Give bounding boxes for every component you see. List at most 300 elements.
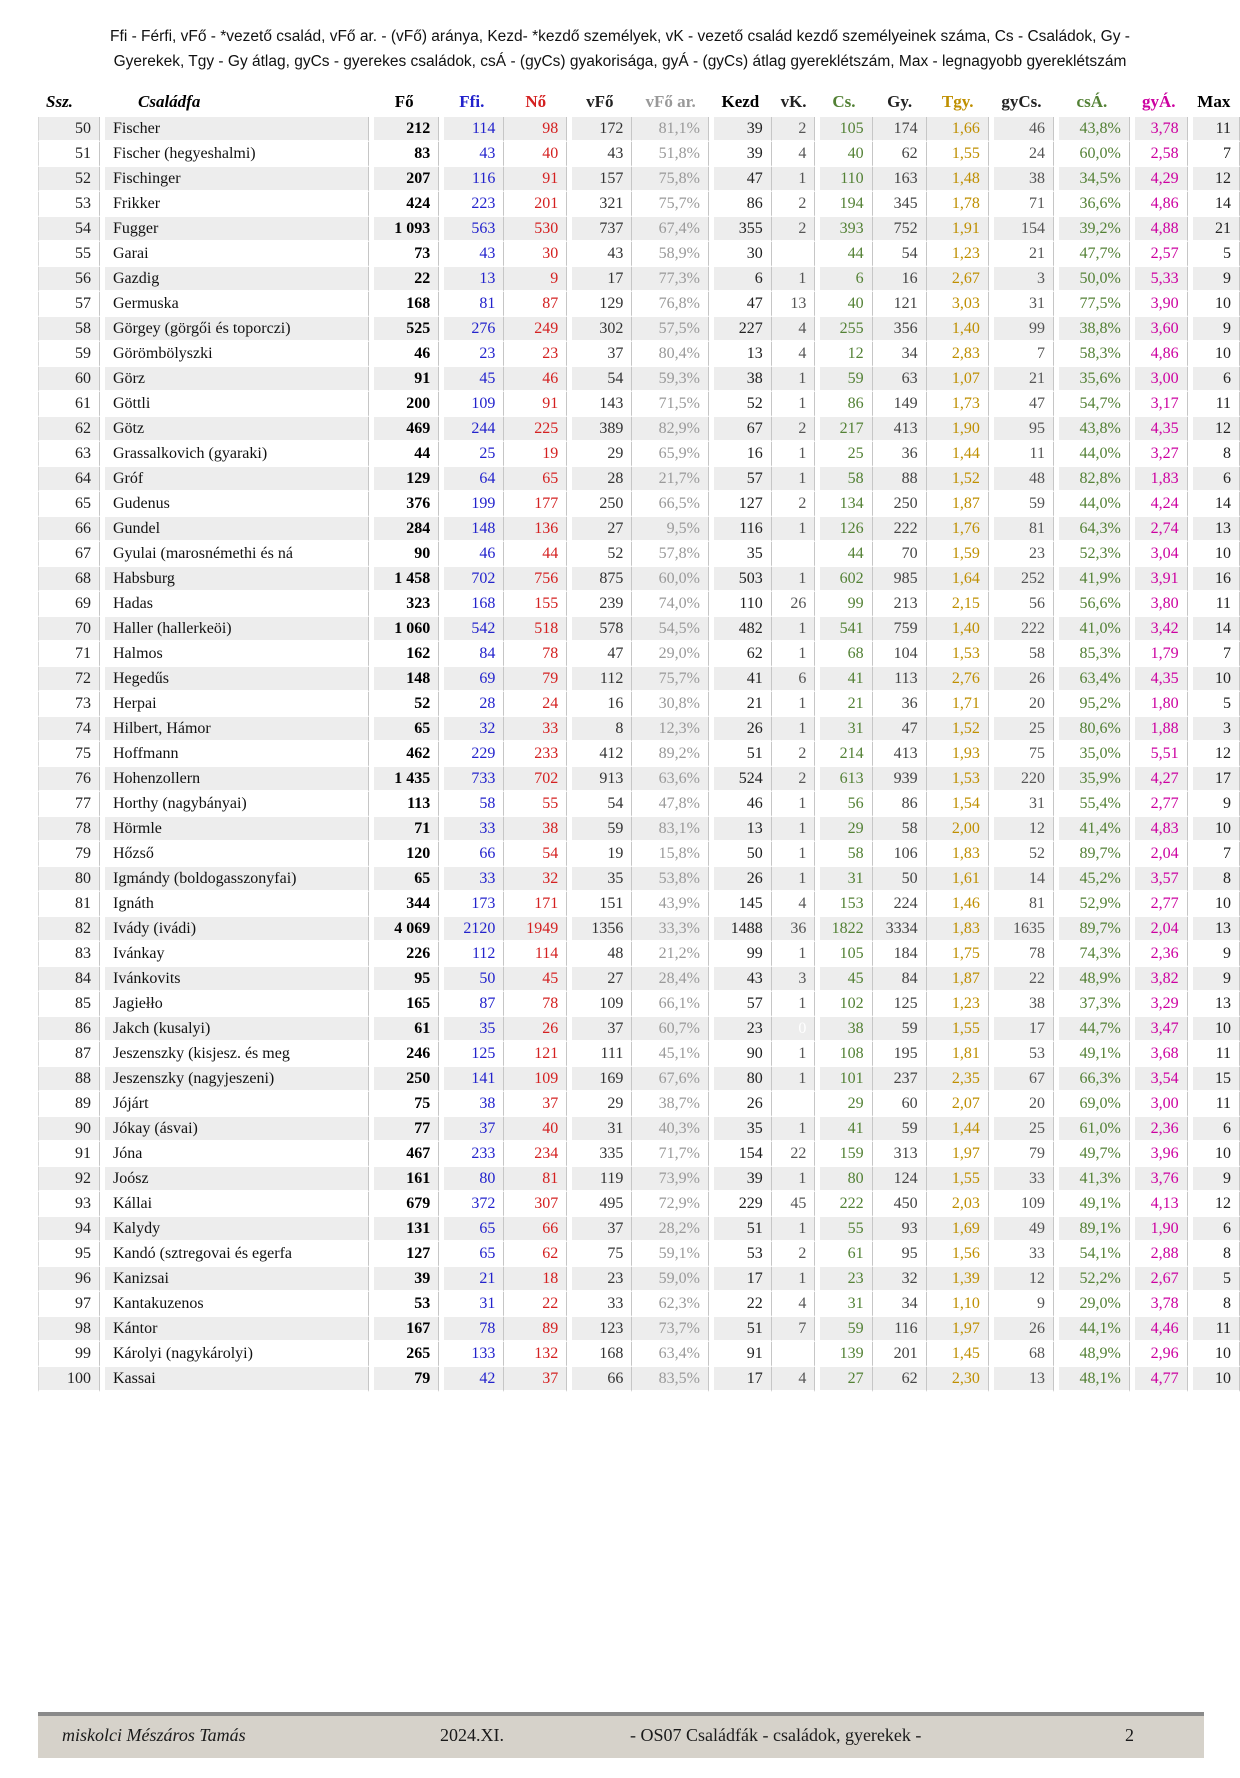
cell-gycs: 26 [989,1317,1054,1342]
cell-ssz: 71 [38,642,100,667]
cell-no: 249 [504,317,567,342]
cell-kezd: 16 [709,442,772,467]
cell-cs: 613 [815,767,872,792]
table-row [38,492,1240,517]
cell-vk: 6 [772,667,816,692]
table-row [38,392,1240,417]
cell-gy: 106 [873,842,927,867]
cell-ssz: 51 [38,142,100,167]
table-row [38,667,1240,692]
cell-vk: 4 [772,1292,816,1317]
table-row [38,717,1240,742]
cell-no: 109 [504,1067,567,1092]
cell-csaladfa: Fischer [100,117,369,142]
cell-gycs: 46 [989,117,1054,142]
cell-no: 18 [504,1267,567,1292]
cell-tgy: 1,66 [927,117,989,142]
table-row [38,967,1240,992]
cell-gya: 2,58 [1130,142,1188,167]
cell-kezd: 86 [709,192,772,217]
cell-ffi: 25 [439,442,504,467]
cell-fo: 61 [369,1017,439,1042]
cell-gy: 47 [873,717,927,742]
cell-ssz: 90 [38,1117,100,1142]
cell-gy: 201 [873,1342,927,1367]
cell-ssz: 55 [38,242,100,267]
cell-fo: 65 [369,717,439,742]
cell-vfoar: 75,7% [632,192,709,217]
cell-vk: 4 [772,142,816,167]
cell-no: 91 [504,167,567,192]
cell-ffi: 81 [439,292,504,317]
cell-gycs: 1635 [989,917,1054,942]
table-row [38,167,1240,192]
cell-vfoar: 80,4% [632,342,709,367]
cell-no: 46 [504,367,567,392]
cell-gycs: 20 [989,1092,1054,1117]
cell-csaladfa: Görz [100,367,369,392]
cell-vfo: 389 [567,417,632,442]
cell-fo: 207 [369,167,439,192]
cell-cs: 59 [815,367,872,392]
cell-vk: 4 [772,892,816,917]
cell-ffi: 114 [439,117,504,142]
cell-ffi: 563 [439,217,504,242]
cell-vk: 1 [772,567,816,592]
legend-note-line1: Ffi - Férfi, vFő - *vezető család, vFő ar. - (vFő) aránya, Kezd- *kezdő személyek, vK - vezető család kezdő személyeinek száma, Cs - Családok, Gy - [110,28,1130,45]
cell-ffi: 28 [439,692,504,717]
cell-kezd: 6 [709,267,772,292]
cell-tgy: 1,59 [927,542,989,567]
cell-csa: 48,1% [1054,1367,1130,1392]
cell-tgy: 1,40 [927,617,989,642]
cell-kezd: 91 [709,1342,772,1367]
cell-no: 78 [504,992,567,1017]
table-row [38,692,1240,717]
cell-kezd: 227 [709,317,772,342]
cell-gycs: 38 [989,992,1054,1017]
cell-ssz: 74 [38,717,100,742]
cell-ffi: 23 [439,342,504,367]
table-row [38,517,1240,542]
cell-csa: 48,9% [1054,967,1130,992]
table-row [38,1167,1240,1192]
cell-csaladfa: Göttli [100,392,369,417]
cell-vk: 1 [772,442,816,467]
cell-gy: 113 [873,667,927,692]
cell-kezd: 51 [709,1217,772,1242]
cell-vfoar: 75,8% [632,167,709,192]
cell-vk: 22 [772,1142,816,1167]
cell-gy: 149 [873,392,927,417]
cell-vfoar: 66,5% [632,492,709,517]
cell-vfoar: 40,3% [632,1117,709,1142]
cell-no: 30 [504,242,567,267]
cell-gya: 3,91 [1130,567,1188,592]
cell-tgy: 1,23 [927,992,989,1017]
table-row [38,867,1240,892]
cell-gya: 2,77 [1130,892,1188,917]
cell-vk: 26 [772,592,816,617]
cell-ssz: 76 [38,767,100,792]
cell-vk: 1 [772,1117,816,1142]
column-header-gy: Gy. [887,92,913,111]
cell-vfoar: 77,3% [632,267,709,292]
cell-gycs: 22 [989,967,1054,992]
cell-ffi: 33 [439,867,504,892]
column-header-ffi: Ffi. [459,92,485,111]
cell-gya: 2,77 [1130,792,1188,817]
cell-vk: 1 [772,792,816,817]
cell-cs: 222 [815,1192,872,1217]
cell-no: 78 [504,642,567,667]
cell-ssz: 100 [38,1367,100,1392]
cell-tgy: 1,97 [927,1142,989,1167]
cell-max: 10 [1188,292,1240,317]
cell-gycs: 21 [989,367,1054,392]
cell-vfo: 412 [567,742,632,767]
cell-vk: 1 [772,1217,816,1242]
cell-gy: 759 [873,617,927,642]
cell-csa: 89,1% [1054,1217,1130,1242]
table-body [38,117,1240,1392]
cell-fo: 200 [369,392,439,417]
cell-vfoar: 59,3% [632,367,709,392]
cell-fo: 265 [369,1342,439,1367]
cell-gya: 2,04 [1130,917,1188,942]
cell-max: 6 [1188,1217,1240,1242]
cell-vk: 1 [772,1167,816,1192]
cell-no: 37 [504,1367,567,1392]
cell-csa: 61,0% [1054,1117,1130,1142]
cell-csa: 54,7% [1054,392,1130,417]
cell-gycs: 9 [989,1292,1054,1317]
cell-max: 9 [1188,1167,1240,1192]
cell-ffi: 168 [439,592,504,617]
cell-max: 9 [1188,792,1240,817]
cell-vfo: 52 [567,542,632,567]
cell-csa: 34,5% [1054,167,1130,192]
cell-ffi: 69 [439,667,504,692]
cell-gycs: 71 [989,192,1054,217]
cell-gy: 125 [873,992,927,1017]
cell-vfoar: 67,4% [632,217,709,242]
cell-csaladfa: Kandó (sztregovai és egerfa [100,1242,369,1267]
cell-ffi: 223 [439,192,504,217]
cell-ffi: 66 [439,842,504,867]
cell-gycs: 56 [989,592,1054,617]
cell-csa: 64,3% [1054,517,1130,542]
cell-kezd: 26 [709,717,772,742]
cell-gy: 95 [873,1242,927,1267]
cell-cs: 21 [815,692,872,717]
cell-gya: 4,27 [1130,767,1188,792]
cell-cs: 68 [815,642,872,667]
cell-gycs: 252 [989,567,1054,592]
cell-ssz: 72 [38,667,100,692]
cell-kezd: 57 [709,467,772,492]
cell-vk: 1 [772,992,816,1017]
cell-csa: 43,8% [1054,117,1130,142]
cell-kezd: 43 [709,967,772,992]
cell-csa: 44,7% [1054,1017,1130,1042]
table-row [38,542,1240,567]
cell-csaladfa: Igmándy (boldogasszonyfai) [100,867,369,892]
cell-ssz: 70 [38,617,100,642]
cell-gycs: 25 [989,1117,1054,1142]
cell-fo: 95 [369,967,439,992]
cell-tgy: 1,87 [927,967,989,992]
cell-kezd: 39 [709,142,772,167]
cell-ffi: 141 [439,1067,504,1092]
cell-vfo: 737 [567,217,632,242]
cell-vfo: 75 [567,1242,632,1267]
cell-kezd: 46 [709,792,772,817]
cell-ffi: 45 [439,367,504,392]
cell-gy: 313 [873,1142,927,1167]
cell-vfo: 109 [567,992,632,1017]
cell-max: 10 [1188,1142,1240,1167]
cell-fo: 467 [369,1142,439,1167]
cell-csaladfa: Hohenzollern [100,767,369,792]
cell-csa: 52,9% [1054,892,1130,917]
cell-cs: 41 [815,667,872,692]
cell-ffi: 78 [439,1317,504,1342]
cell-tgy: 2,67 [927,267,989,292]
cell-gy: 939 [873,767,927,792]
cell-csa: 54,1% [1054,1242,1130,1267]
cell-vk: 4 [772,1367,816,1392]
cell-vfo: 28 [567,467,632,492]
cell-cs: 56 [815,792,872,817]
cell-max: 7 [1188,142,1240,167]
cell-kezd: 51 [709,1317,772,1342]
table-row [38,1067,1240,1092]
cell-vfoar: 12,3% [632,717,709,742]
cell-kezd: 503 [709,567,772,592]
cell-gycs: 25 [989,717,1054,742]
cell-ssz: 58 [38,317,100,342]
cell-ffi: 58 [439,792,504,817]
cell-cs: 393 [815,217,872,242]
cell-tgy: 1,40 [927,317,989,342]
cell-cs: 217 [815,417,872,442]
cell-vfoar: 21,2% [632,942,709,967]
cell-vk: 1 [772,642,816,667]
cell-csaladfa: Joósz [100,1167,369,1192]
cell-fo: 1 435 [369,767,439,792]
cell-kezd: 35 [709,542,772,567]
cell-no: 33 [504,717,567,742]
cell-gya: 2,96 [1130,1342,1188,1367]
cell-cs: 41 [815,1117,872,1142]
cell-gya: 3,00 [1130,367,1188,392]
table-row [38,1092,1240,1117]
cell-vfoar: 38,7% [632,1092,709,1117]
cell-csa: 63,4% [1054,667,1130,692]
cell-gya: 1,90 [1130,1217,1188,1242]
cell-vfo: 19 [567,842,632,867]
cell-fo: 120 [369,842,439,867]
cell-tgy: 1,39 [927,1267,989,1292]
cell-no: 26 [504,1017,567,1042]
cell-fo: 1 060 [369,617,439,642]
column-header-gycs: gyCs. [1001,92,1042,111]
cell-kezd: 17 [709,1267,772,1292]
cell-gya: 4,83 [1130,817,1188,842]
cell-cs: 31 [815,717,872,742]
column-header-gya: gyÁ. [1141,92,1176,111]
table-row [38,742,1240,767]
cell-gy: 62 [873,142,927,167]
cell-vk: 1 [772,167,816,192]
cell-ffi: 43 [439,242,504,267]
cell-csa: 74,3% [1054,942,1130,967]
cell-no: 201 [504,192,567,217]
cell-kezd: 127 [709,492,772,517]
cell-kezd: 145 [709,892,772,917]
cell-tgy: 1,64 [927,567,989,592]
cell-ffi: 125 [439,1042,504,1067]
cell-max: 12 [1188,742,1240,767]
cell-csa: 49,7% [1054,1142,1130,1167]
cell-ssz: 64 [38,467,100,492]
cell-max: 8 [1188,1242,1240,1267]
cell-vk [772,542,816,567]
cell-fo: 525 [369,317,439,342]
cell-ssz: 66 [38,517,100,542]
cell-vk: 2 [772,492,816,517]
table-row [38,417,1240,442]
cell-kezd: 57 [709,992,772,1017]
cell-gy: 63 [873,367,927,392]
cell-gya: 3,04 [1130,542,1188,567]
cell-max: 7 [1188,642,1240,667]
table-row [38,1292,1240,1317]
cell-max: 5 [1188,1267,1240,1292]
cell-no: 233 [504,742,567,767]
cell-kezd: 35 [709,1117,772,1142]
cell-tgy: 1,69 [927,1217,989,1242]
cell-ssz: 97 [38,1292,100,1317]
cell-gycs: 78 [989,942,1054,967]
cell-fo: 73 [369,242,439,267]
cell-fo: 167 [369,1317,439,1342]
cell-csa: 48,9% [1054,1342,1130,1367]
cell-csaladfa: Gyulai (marosnémethi és ná [100,542,369,567]
cell-ffi: 233 [439,1142,504,1167]
cell-vfoar: 59,0% [632,1267,709,1292]
cell-vfoar: 74,0% [632,592,709,617]
cell-cs: 602 [815,567,872,592]
cell-gycs: 52 [989,842,1054,867]
cell-csa: 49,1% [1054,1192,1130,1217]
cell-gycs: 68 [989,1342,1054,1367]
cell-gycs: 220 [989,767,1054,792]
table-row [38,1267,1240,1292]
cell-cs: 31 [815,867,872,892]
cell-gy: 36 [873,692,927,717]
cell-tgy: 1,93 [927,742,989,767]
cell-cs: 12 [815,342,872,367]
cell-gycs: 222 [989,617,1054,642]
cell-kezd: 52 [709,392,772,417]
cell-vfo: 54 [567,367,632,392]
cell-gya: 3,42 [1130,617,1188,642]
cell-gya: 1,88 [1130,717,1188,742]
cell-no: 19 [504,442,567,467]
table-row [38,367,1240,392]
cell-ffi: 38 [439,1092,504,1117]
cell-vfo: 43 [567,242,632,267]
cell-gycs: 154 [989,217,1054,242]
cell-kezd: 41 [709,667,772,692]
cell-gya: 3,27 [1130,442,1188,467]
cell-vfo: 59 [567,817,632,842]
footer-page-number: 2 [1125,1725,1134,1745]
cell-vfo: 1356 [567,917,632,942]
cell-csaladfa: Jagiełło [100,992,369,1017]
cell-ffi: 173 [439,892,504,917]
cell-fo: 131 [369,1217,439,1242]
cell-csa: 35,0% [1054,742,1130,767]
cell-vfoar: 45,1% [632,1042,709,1067]
cell-cs: 59 [815,1317,872,1342]
cell-kezd: 13 [709,817,772,842]
cell-gya: 3,80 [1130,592,1188,617]
cell-vk: 13 [772,292,816,317]
family-statistics-table [38,90,1240,1392]
cell-vfo: 66 [567,1367,632,1392]
cell-csaladfa: Jókay (ásvai) [100,1117,369,1142]
cell-gya: 4,13 [1130,1192,1188,1217]
cell-csa: 45,2% [1054,867,1130,892]
table-row [38,567,1240,592]
cell-ssz: 62 [38,417,100,442]
cell-vfoar: 83,5% [632,1367,709,1392]
cell-gya: 2,88 [1130,1242,1188,1267]
cell-gycs: 53 [989,1042,1054,1067]
cell-tgy: 1,81 [927,1042,989,1067]
cell-fo: 168 [369,292,439,317]
cell-vfoar: 75,7% [632,667,709,692]
cell-vfo: 23 [567,1267,632,1292]
table-row [38,217,1240,242]
legend-note-line2: Gyerekek, Tgy - Gy átlag, gyCs - gyerekes családok, csÁ - (gyCs) gyakorisága, gyÁ - (gyCs) átlag gyereklétszám, Max - legnagyobb gyereklétszám [113,53,1127,70]
cell-ssz: 99 [38,1342,100,1367]
cell-gy: 184 [873,942,927,967]
cell-fo: 113 [369,792,439,817]
cell-cs: 134 [815,492,872,517]
cell-ffi: 199 [439,492,504,517]
cell-tgy: 2,15 [927,592,989,617]
cell-csaladfa: Fischer (hegyeshalmi) [100,142,369,167]
cell-csaladfa: Frikker [100,192,369,217]
cell-cs: 1822 [815,917,872,942]
cell-max: 12 [1188,417,1240,442]
cell-vk: 36 [772,917,816,942]
table-row [38,1242,1240,1267]
cell-ssz: 92 [38,1167,100,1192]
cell-csaladfa: Herpai [100,692,369,717]
cell-kezd: 110 [709,592,772,617]
cell-tgy: 2,76 [927,667,989,692]
cell-vk: 2 [772,1242,816,1267]
cell-kezd: 23 [709,1017,772,1042]
cell-ssz: 98 [38,1317,100,1342]
cell-no: 55 [504,792,567,817]
cell-ssz: 59 [38,342,100,367]
